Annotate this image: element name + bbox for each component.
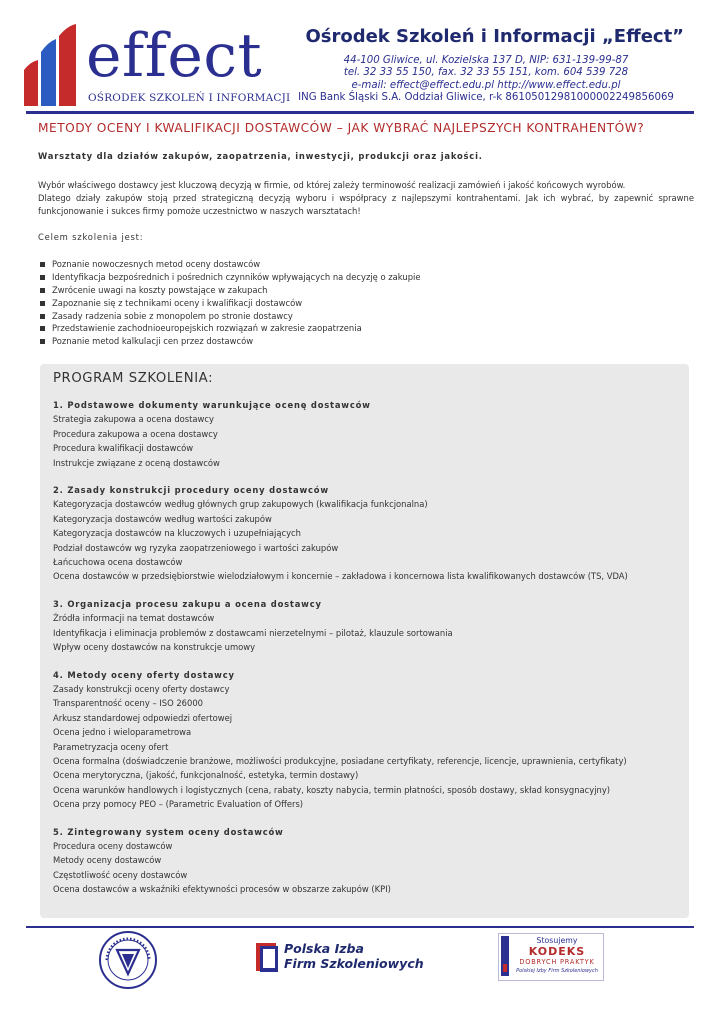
logo-wordmark: effect (86, 21, 263, 91)
intro-line: Dlatego działy zakupów stoją przed strategiczną decyzją wyboru i współpracy z najlepszymi kontrahentami. Jak ich wybrać, by zapewnić sprawne funkcjonowanie i sukces firmy pomoże uczestnictwo w naszych warsztatach! (38, 192, 694, 216)
goal-text: Identyfikacja bezpośrednich i pośrednich czynników wpływających na decyzję o zakupie (52, 272, 421, 283)
contact-block (288, 55, 684, 105)
section-item: Kategoryzacja dostawców według głównych grup zakupowych (kwalifikacja funkcjonalna) (53, 499, 428, 510)
kodeks-line: Stosujemy (536, 936, 578, 945)
section-item: Ocena warunków handlowych i logistycznych (cena, rabaty, koszty nabycia, termin płatności, sposób dostawy, skład konsygnacyjny) (53, 784, 611, 795)
section-item: Arkusz standardowej odpowiedzi ofertowej (53, 712, 233, 723)
section-item: Ocena jedno i wieloparametrowa (53, 727, 192, 738)
certification-seal-icon (98, 930, 158, 990)
program-box (40, 364, 689, 918)
bank-line: ING Bank Śląski S.A. Oddział Gliwice, r-k 86105012981000002249856069 (298, 92, 674, 104)
letterhead (0, 0, 724, 112)
goal-item (38, 322, 694, 335)
program-title: PROGRAM SZKOLENIA: (53, 371, 214, 386)
goal-item (38, 310, 694, 323)
section-title: 2. Zasady konstrukcji procedury oceny dostawców (53, 485, 329, 496)
program-sections (53, 398, 676, 897)
goal-item (38, 284, 694, 297)
kodeks-badge (498, 933, 604, 981)
bullet-icon (40, 275, 45, 280)
training-title: METODY OCENY I KWALIFIKACJI DOSTAWCÓW – JAK WYBRAĆ NAJLEPSZYCH KONTRAHENTÓW? (38, 121, 645, 135)
bullet-icon (40, 314, 45, 319)
pifs-name (284, 941, 424, 971)
section-item: Źródła informacji na temat dostawców (53, 613, 215, 624)
section-item: Ocena merytoryczna, (jakość, funkcjonalność, estetyka, termin dostawy) (53, 770, 359, 781)
bullet-icon (40, 262, 45, 267)
training-subtitle: Warsztaty dla działów zakupów, zaopatrzenia, inwestycji, produkcji oraz jakości. (38, 151, 483, 161)
kodeks-line: DOBRYCH PRAKTYK (519, 958, 595, 966)
section-item: Częstotliwość oceny dostawców (53, 869, 188, 880)
effect-logo (22, 21, 291, 108)
header-divider (26, 111, 694, 114)
section-item: Transparentność oceny – ISO 26000 (53, 698, 203, 709)
section-item: Łańcuchowa ocena dostawców (53, 557, 183, 568)
pifs-line: Firm Szkoleniowych (284, 956, 424, 971)
section-item: Parametryzacja oceny ofert (53, 741, 169, 752)
goal-text: Poznanie metod kalkulacji cen przez dostawców (52, 336, 254, 347)
goal-item (38, 335, 694, 348)
logo-subtitle: OŚRODEK SZKOLEŃ I INFORMACJI (88, 92, 291, 104)
section-item: Procedura oceny dostawców (53, 840, 173, 851)
goal-text: Zasady radzenia sobie z monopolem po stronie dostawcy (52, 310, 293, 321)
bullet-icon (40, 326, 45, 331)
book-icon (254, 940, 282, 976)
document-body (38, 121, 694, 348)
section-item: Procedura kwalifikacji dostawców (53, 443, 194, 454)
phone-line: tel. 32 33 55 150, fax. 32 33 55 151, kom. 604 539 728 (343, 67, 629, 79)
section-item: Instrukcje związane z oceną dostawców (53, 457, 220, 468)
bullet-icon (40, 301, 45, 306)
flag-icon (501, 936, 509, 976)
goal-text: Zapoznanie się z technikami oceny i kwalifikacji dostawców (52, 297, 303, 308)
kodeks-title: KODEKS (528, 945, 586, 958)
section-item: Ocena dostawców w przedsiębiorstwie wielodziałowym i koncernie – zakładowa i koncernowa lista kwalifikowanych dostawców (TS, VDA) (53, 571, 628, 582)
kodeks-line: Polskiej Izby Firm Szkoleniowych (516, 968, 598, 974)
bullet-icon (40, 339, 45, 344)
footer-divider (26, 926, 694, 928)
goal-text: Przedstawienie zachodnioeuropejskich rozwiązań w zakresie zaopatrzenia (52, 323, 362, 334)
section-item: Identyfikacja i eliminacja problemów z dostawcami nierzetelnymi – pilotaż, klauzule sortowania (53, 627, 453, 638)
section-title: 1. Podstawowe dokumenty warunkujące ocenę dostawców (53, 400, 371, 410)
section-title: 4. Metody oceny oferty dostawcy (53, 669, 235, 680)
section-item: Zasady konstrukcji oceny oferty dostawcy (53, 683, 230, 694)
pifs-line: Polska Izba (284, 941, 364, 956)
section-item: Ocena dostawców a wskaźniki efektywności procesów w obszarze zakupów (KPI) (53, 884, 391, 895)
section-item: Ocena przy pomocy PEO – (Parametric Evaluation of Offers) (53, 799, 304, 810)
goal-item (38, 258, 694, 271)
goals-list (38, 258, 694, 348)
goal-item (38, 297, 694, 310)
goals-heading: Celem szkolenia jest: (38, 232, 144, 243)
program-section (53, 483, 676, 584)
program-section (53, 668, 676, 812)
section-title: 3. Organizacja procesu zakupu a ocena dostawcy (53, 598, 322, 609)
section-item: Kategoryzacja dostawców według wartości zakupów (53, 513, 272, 524)
section-title: 5. Zintegrowany system oceny dostawców (53, 826, 284, 837)
bullet-icon (40, 288, 45, 293)
logo-bars-icon (22, 22, 92, 108)
section-item: Kategoryzacja dostawców na kluczowych i uzupełniających (53, 528, 301, 539)
goal-item (38, 271, 694, 284)
section-item: Strategia zakupowa a ocena dostawcy (53, 414, 214, 425)
program-section (53, 597, 676, 655)
section-item: Metody oceny dostawców (53, 855, 162, 866)
program-section (53, 825, 676, 897)
pifs-logo (254, 938, 424, 978)
goal-text: Poznanie nowoczesnych metod oceny dostawców (52, 259, 261, 270)
intro-paragraph (38, 179, 694, 217)
section-item: Podział dostawców wg ryzyka zaopatrzeniowego i wartości zakupów (53, 542, 339, 553)
goal-text: Zwrócenie uwagi na koszty powstające w zakupach (52, 284, 268, 295)
section-item: Ocena formalna (doświadczenie branżowe, możliwości produkcyjne, posiadane certyfikaty, referencje, licencje, uprawnienia, certyfikaty) (53, 755, 627, 766)
intro-line: Wybór właściwego dostawcy jest kluczową decyzją w firmie, od której zależy terminowość realizacji zamówień i jakość końcowych wyrobów. (38, 180, 626, 190)
section-item: Wpływ oceny dostawców na konstrukcje umowy (53, 642, 256, 653)
email-web-line[interactable]: e-mail: effect@effect.edu.pl http://www.effect.edu.pl (351, 79, 621, 91)
section-item: Procedura zakupowa a ocena dostawcy (53, 428, 218, 439)
organization-name: Ośrodek Szkoleń i Informacji „Effect” (305, 26, 684, 47)
address-line: 44-100 Gliwice, ul. Kozielska 137 D, NIP: 631-139-99-87 (343, 55, 629, 66)
program-section (53, 398, 676, 470)
